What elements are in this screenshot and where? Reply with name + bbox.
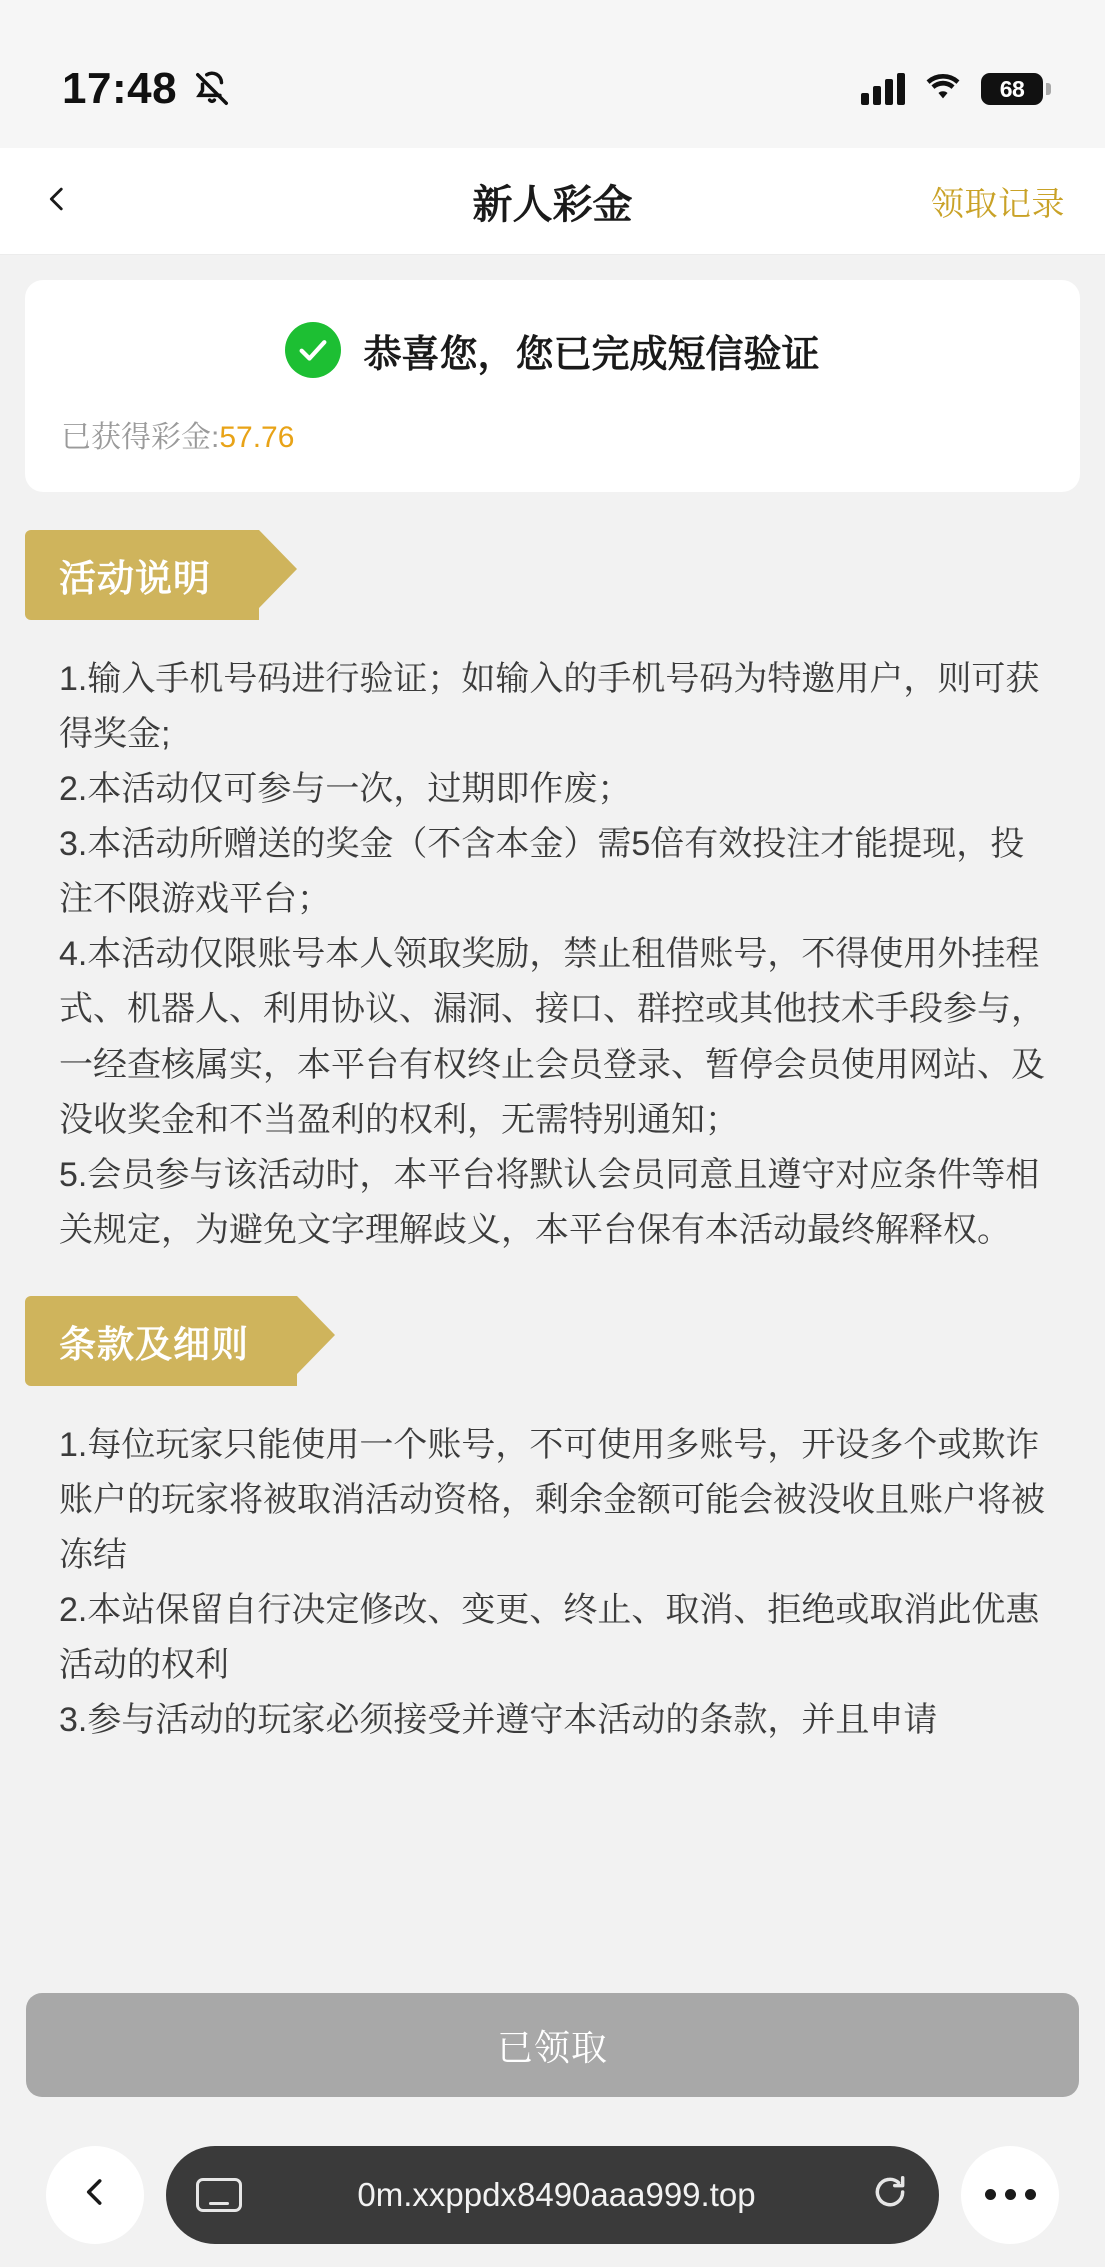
section-activity-rules xyxy=(25,530,1080,1258)
rule-line: 5.会员参与该活动时，本平台将默认会员同意且遵守对应条件等相关规定，为避免文字理解歧义，本平台保有本活动最终解释权。 xyxy=(59,1155,1040,1249)
tab-icon[interactable] xyxy=(196,2178,242,2212)
congrats-message: 恭喜您，您已完成短信验证 xyxy=(363,333,820,376)
section-title-activity-rules: 活动说明 xyxy=(25,530,259,620)
status-bar xyxy=(0,0,1105,148)
status-bar-right xyxy=(861,71,1043,108)
claim-button[interactable]: 已领取 xyxy=(26,1993,1079,2097)
nav-bar xyxy=(0,148,1105,255)
bell-off-icon xyxy=(193,70,231,108)
section-title-terms: 条款及细则 xyxy=(25,1296,297,1386)
page-title: 新人彩金 xyxy=(472,182,633,227)
status-clock: 17:48 xyxy=(62,64,178,113)
chevron-left-icon xyxy=(40,182,74,221)
section-body-activity-rules xyxy=(25,652,1080,1258)
rule-line: 4.本活动仅限账号本人领取奖励，禁止租借账号，不得使用外挂程式、机器人、利用协议、漏洞、接口、群控或其他技术手段参与，一经查核属实，本平台有权终止会员登录、暂停会员使用网站、及没收奖金和不当盈利的权利，无需特别通知； xyxy=(59,935,1045,1139)
browser-more-button[interactable] xyxy=(961,2146,1059,2244)
amount-value: 57.76 xyxy=(219,421,295,454)
rule-line: 3.本活动所赠送的奖金（不含本金）需5倍有效投注才能提现，投注不限游戏平台； xyxy=(59,825,1025,919)
bottom-action-bar xyxy=(0,1968,1105,2122)
battery-level: 68 xyxy=(999,75,1025,102)
page-content[interactable] xyxy=(0,255,1105,1968)
terms-line: 1.每位玩家只能使用一个账号，不可使用多账号，开设多个或欺诈账户的玩家将被取消活动资格，剩余金额可能会被没收且账户将被冻结 xyxy=(59,1425,1045,1575)
chevron-left-icon xyxy=(76,2173,114,2216)
claim-records-link[interactable]: 领取记录 xyxy=(931,184,1065,222)
url-text: 0m.xxppdx8490aaa999.top xyxy=(357,2175,756,2213)
url-bar[interactable] xyxy=(166,2146,939,2244)
terms-line: 2.本站保留自行决定修改、变更、终止、取消、拒绝或取消此优惠活动的权利 xyxy=(59,1591,1040,1685)
back-button[interactable] xyxy=(40,171,100,231)
terms-line: 3.参与活动的玩家必须接受并遵守本活动的条款，并且申请 xyxy=(59,1701,938,1740)
amount-row xyxy=(61,412,1044,456)
more-dots-icon xyxy=(985,2189,1036,2200)
browser-toolbar xyxy=(0,2122,1105,2267)
section-terms xyxy=(25,1296,1080,1748)
rule-line: 1.输入手机号码进行验证；如输入的手机号码为特邀用户，则可获得奖金; xyxy=(59,660,1040,754)
status-card xyxy=(25,280,1080,492)
status-bar-left xyxy=(62,64,231,114)
rule-line: 2.本活动仅可参与一次，过期即作废； xyxy=(59,770,632,809)
congrats-row xyxy=(61,322,1044,378)
check-circle-icon xyxy=(285,322,341,378)
section-body-terms xyxy=(25,1418,1080,1748)
browser-back-button[interactable] xyxy=(46,2146,144,2244)
reload-icon[interactable] xyxy=(871,2173,909,2216)
cellular-signal-icon xyxy=(861,73,905,105)
wifi-icon xyxy=(922,71,964,108)
battery-icon xyxy=(981,73,1043,105)
amount-label: 已获得彩金: xyxy=(61,421,220,454)
